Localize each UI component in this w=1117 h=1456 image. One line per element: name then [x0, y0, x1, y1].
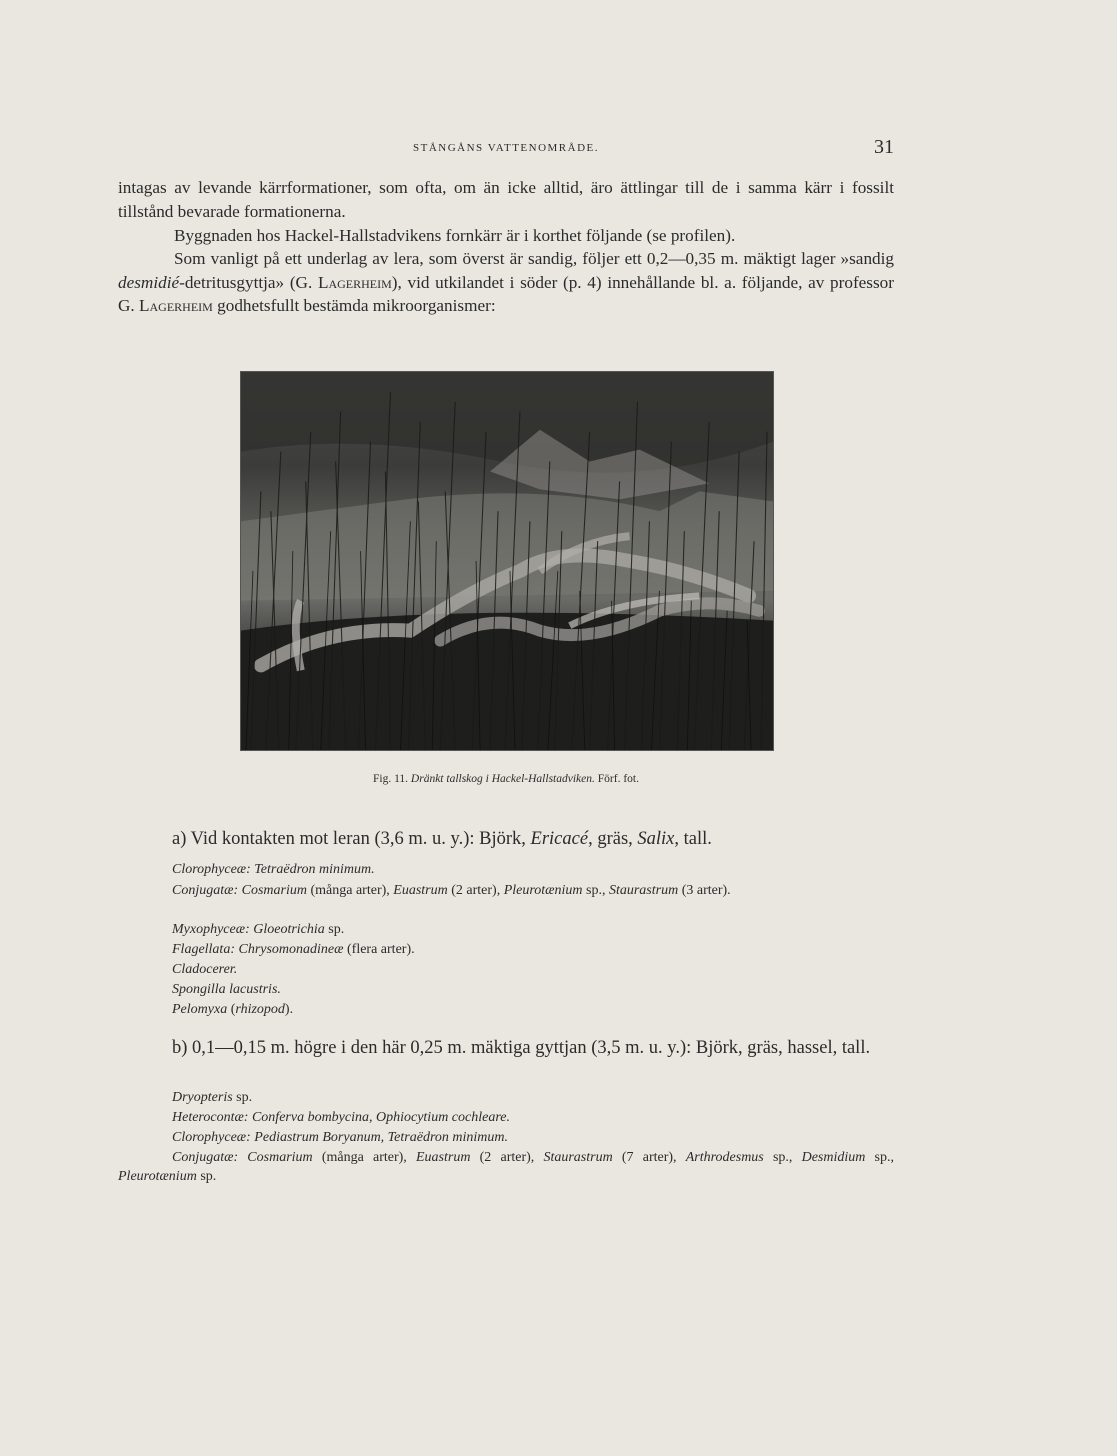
taxon-line — [118, 881, 894, 900]
taxon-name: Dryopteris — [172, 1090, 233, 1105]
photo-drowned-pine-forest — [241, 372, 773, 750]
text-span: -detritusgyttja» (G. — [179, 272, 318, 292]
text-span: (7 arter), — [612, 1150, 686, 1165]
author-name: Lagerheim — [139, 296, 213, 315]
taxon-name: Clorophyceæ: Pediastrum Boryanum, Tetraëdron minimum. — [172, 1130, 508, 1145]
paragraph-intro-3 — [118, 247, 894, 318]
taxon-name: Flagellata: Chrysomonadineæ — [172, 942, 344, 957]
taxon-name: Staurastrum — [543, 1150, 613, 1165]
running-head: STÅNGÅNS VATTENOMRÅDE. — [413, 142, 599, 154]
text-span: sp., — [865, 1150, 895, 1165]
figure-caption — [118, 773, 894, 785]
text-span: sp., — [763, 1150, 802, 1165]
taxon-name: Arthrodesmus — [685, 1150, 764, 1165]
figure-photograph — [240, 371, 774, 751]
author-name: Lagerheim — [317, 272, 392, 292]
paragraph-intro-2: Byggnaden hos Hackel-Hallstadvikens fornkärr är i korthet följande (se profilen). — [174, 226, 736, 245]
text-span: , gräs, — [588, 829, 638, 849]
taxon-line — [118, 980, 894, 999]
taxon-name: Staurastrum — [608, 883, 679, 898]
taxon-name: Cosmarium — [241, 883, 307, 898]
taxon-name: rhizopod — [235, 1002, 285, 1017]
taxon-group: Conjugatæ: — [172, 883, 239, 898]
text-span: a) Vid kontakten mot leran (3,6 m. u. y.): Björk, — [172, 829, 531, 849]
taxon-name: Pleurotænium — [503, 883, 583, 898]
text-span: (2 arter), — [447, 883, 504, 898]
page-header — [118, 138, 894, 162]
taxon-name: Heterocontæ: Conferva bombycina, Ophiocytium cochleare. — [172, 1110, 510, 1125]
text-span: (många arter), — [312, 1150, 416, 1165]
text-span: , tall. — [674, 829, 712, 849]
taxon-name: Clorophyceæ: Tetraëdron minimum. — [172, 862, 375, 877]
italic-term: desmidié — [118, 272, 180, 292]
italic-term: Ericacé — [530, 829, 589, 849]
taxon-name: Euastrum — [416, 1150, 471, 1165]
taxon-line — [118, 940, 894, 959]
text-span: ). — [284, 1002, 294, 1017]
text-span: Som vanligt på ett underlag av lera, som överst är sandig, följer ett 0,2—0,35 m. mäktigt lager »sandig — [174, 249, 894, 268]
text-span: (flera arter). — [343, 942, 415, 957]
taxon-name: Pelomyxa — [172, 1002, 228, 1017]
taxon-name: Desmidium — [801, 1150, 866, 1165]
page-number: 31 — [874, 136, 894, 158]
text-span: ), vid utkilandet i söder (p. 4) innehållande bl. a. följande, av professor G. — [118, 272, 894, 315]
taxon-name: Cladocerer. — [172, 962, 238, 977]
text-span: (många arter), — [306, 883, 394, 898]
figure-title: Dränkt tallskog i Hackel-Hallstadviken. — [410, 773, 595, 785]
text-span: sp. — [324, 922, 345, 937]
taxon-line — [118, 1108, 894, 1127]
taxon-line — [118, 960, 894, 979]
taxon-name: Myxophyceæ: Gloeotrichia — [172, 922, 325, 937]
taxon-line — [118, 1128, 894, 1147]
italic-term: Salix — [637, 829, 675, 849]
paragraph-intro-1: intagas av levande kärrformationer, som ofta, om än icke alltid, äro ättlingar till de i samma kärr i fossilt tillstånd bevarade formationerna. — [118, 178, 894, 221]
taxon-line — [118, 1148, 894, 1186]
taxon-line — [118, 860, 894, 879]
figure-credit: Förf. fot. — [597, 773, 639, 785]
taxon-name: Spongilla lacustris. — [172, 982, 281, 997]
taxon-line — [118, 1000, 894, 1019]
text-span: sp. — [232, 1090, 253, 1105]
text-span: godhetsfullt bestämda mikroorganismer: — [212, 296, 496, 315]
text-span: (2 arter), — [470, 1150, 544, 1165]
text-span: sp., — [582, 883, 609, 898]
figure-label: Fig. 11. — [373, 773, 409, 785]
taxon-name: Conjugatæ: Cosmarium — [172, 1150, 313, 1165]
text-span: ( — [227, 1002, 236, 1017]
taxon-name: Pleurotænium — [118, 1169, 197, 1184]
text-span: sp. — [196, 1169, 217, 1184]
taxon-name: Euastrum — [393, 883, 448, 898]
taxon-line — [118, 920, 894, 939]
section-b-heading: b) 0,1—0,15 m. högre i den här 0,25 m. mäktiga gyttjan (3,5 m. u. y.): Björk, gräs, hassel, tall. — [172, 1038, 871, 1058]
taxon-line — [118, 1088, 894, 1107]
section-a-heading — [118, 827, 894, 851]
text-span: (3 arter). — [678, 883, 731, 898]
